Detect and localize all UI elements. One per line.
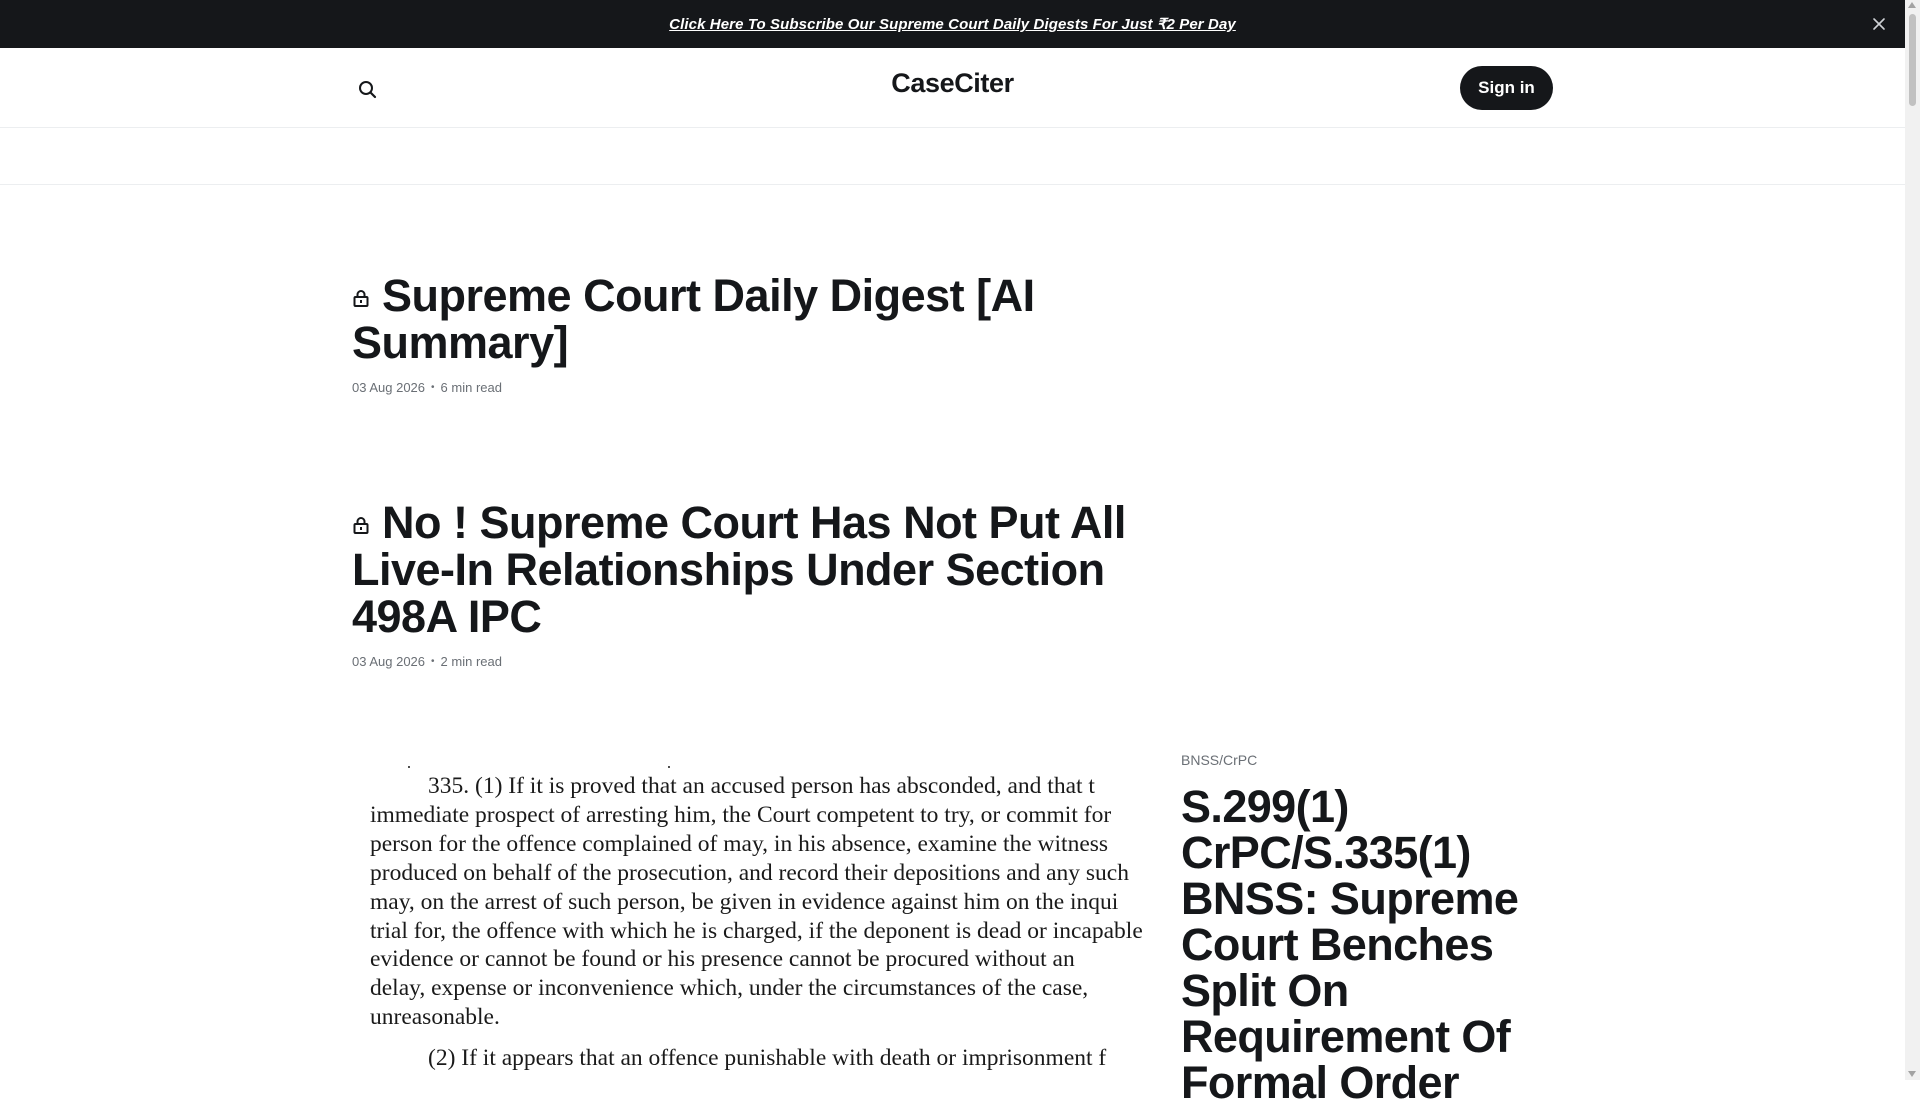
page-scrollbar[interactable]: [1905, 0, 1920, 1080]
search-icon[interactable]: [354, 76, 382, 104]
post-tag[interactable]: BNSS/CrPC: [1181, 752, 1258, 768]
scan-line: unreasonable.: [370, 1004, 500, 1031]
post-date: 03 Aug 2026: [352, 654, 426, 669]
scrollbar-thumb[interactable]: [1909, 14, 1916, 106]
lock-icon: [352, 495, 370, 513]
feature-post[interactable]: [1181, 752, 1561, 1106]
subscribe-link[interactable]: Click Here To Subscribe Our Supreme Court Daily Digests For Just ₹2 Per Day: [669, 16, 1236, 33]
post-title[interactable]: [352, 495, 1142, 640]
post-card[interactable]: [352, 495, 1142, 669]
post-read-time: 2 min read: [440, 654, 502, 669]
feature-image[interactable]: [352, 752, 1143, 1080]
scan-mark: ·: [666, 756, 672, 776]
announcement-bar: [0, 0, 1905, 48]
feature-image-text: [370, 772, 1190, 1073]
lock-icon: [352, 268, 370, 286]
scan-line: may, on the arrest of such person, be given in evidence against him on the inqui: [370, 888, 1119, 915]
scan-line: (2) If it appears that an offence punishable with death or imprisonment f: [428, 1045, 1107, 1072]
post-title[interactable]: [352, 268, 1142, 366]
scan-line: delay, expense or inconvenience which, under the circumstances of the case,: [370, 975, 1089, 1002]
post-title-text: No ! Supreme Court Has Not Put All Live-In Relationships Under Section 498A IPC: [352, 497, 1126, 642]
site-header: [0, 48, 1905, 128]
meta-separator: •: [431, 382, 435, 393]
post-meta: [352, 380, 1142, 395]
scan-line: trial for, the offence with which he is charged, if the deponent is dead or incapable: [370, 917, 1143, 944]
meta-separator: •: [431, 656, 435, 667]
scan-line: 335. (1) If it is proved that an accused person has absconded, and that t: [428, 773, 1095, 799]
scroll-up-icon[interactable]: [1908, 2, 1916, 8]
feature-title[interactable]: S.299(1) CrPC/S.335(1) BNSS: Supreme Court Benches Split On Requirement Of Formal Order: [1181, 781, 1519, 1108]
scan-line: produced on behalf of the prosecution, and record their depositions and any such: [370, 859, 1129, 886]
close-icon[interactable]: [1869, 14, 1889, 34]
scan-mark: ·: [406, 756, 412, 776]
post-title-text: Supreme Court Daily Digest [AI Summary]: [352, 270, 1035, 368]
post-meta: [352, 654, 1142, 669]
scan-line: person for the offence complained of may, in his absence, examine the witness: [370, 830, 1109, 857]
secondary-nav: [0, 129, 1905, 185]
site-logo[interactable]: CaseCiter: [891, 68, 1014, 98]
scan-line: immediate prospect of arresting him, the Court competent to try, or commit for: [370, 801, 1112, 828]
scan-line: evidence or cannot be found or his presence cannot be procured without an: [370, 946, 1075, 973]
signin-button[interactable]: Sign in: [1460, 66, 1553, 110]
post-read-time: 6 min read: [440, 380, 502, 395]
scroll-down-icon[interactable]: [1908, 1071, 1916, 1077]
post-card[interactable]: [352, 268, 1142, 395]
post-date: 03 Aug 2026: [352, 380, 426, 395]
